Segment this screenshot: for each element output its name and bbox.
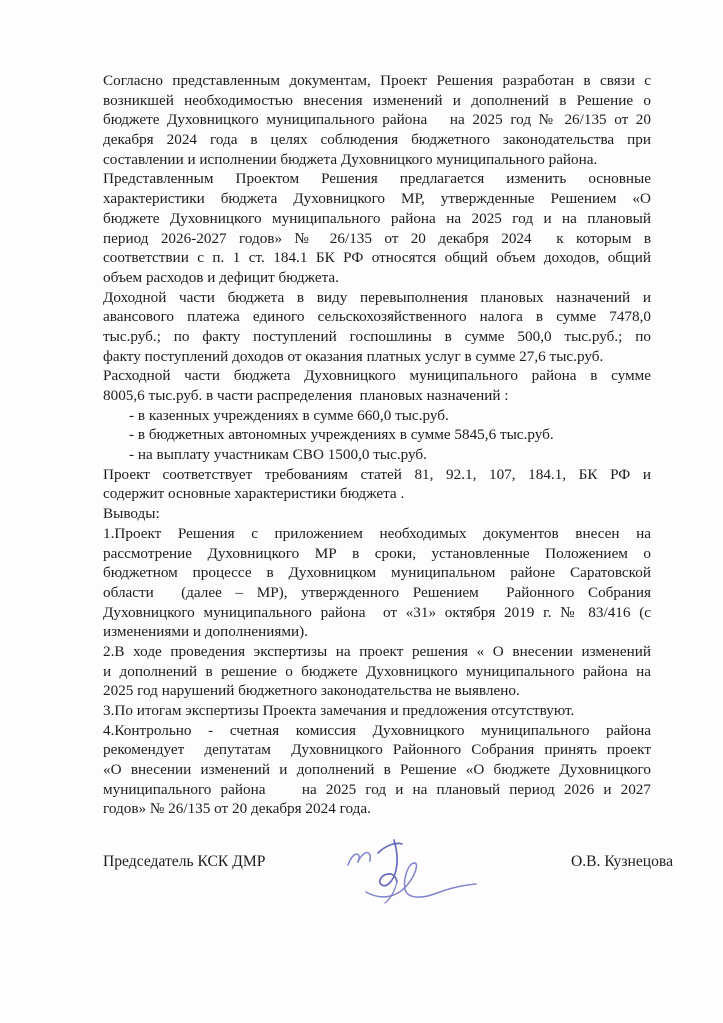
text-line: муниципального района на 2025 год и на плановый период 2026 и 2027	[103, 780, 651, 798]
text-line: - на выплату участникам СВО 1500,0 тыс.руб.	[129, 446, 427, 464]
text-line: 2025 год нарушений бюджетного законодательства не выявлено.	[103, 682, 520, 700]
text-line: факту поступлений доходов от оказания платных услуг в сумме 27,6 тыс.руб.	[103, 347, 604, 365]
text-line: Согласно представленным документам, Проект Решения разработан в связи с	[103, 72, 651, 89]
text-line: 2.В ходе проведения экспертизы на проект решения « О внесении изменений	[103, 642, 651, 660]
text-line: «О внесении изменений и дополнений в Решение «О бюджете Духовницкого	[103, 761, 651, 779]
text-line: авансового платежа единого сельскохозяйственного налога в сумме 7478,0	[103, 308, 651, 326]
text-line: рекомендует депутатам Духовницкого Районного Собрания принять проект	[103, 741, 651, 759]
text-line: тыс.руб.; по факту поступлений госпошлины в сумме 500,0 тыс.руб.; по	[103, 327, 651, 345]
text-line: бюджете Духовницкого муниципального района на 2025 год и на плановый	[103, 209, 651, 227]
text-line: соответствии с п. 1 ст. 184.1 БК РФ относятся общий объем доходов, общий	[103, 249, 651, 267]
text-line: 3.По итогам экспертизы Проекта замечания и предложения отсутствуют.	[103, 702, 575, 719]
text-line: Доходной части бюджета в виду перевыполнения плановых назначений и	[103, 288, 651, 306]
text-line: Представленным Проектом Решения предлагается изменить основные	[103, 170, 651, 188]
text-line: - в казенных учреждениях в сумме 660,0 тыс.руб.	[129, 406, 449, 424]
text-line: период 2026-2027 годов» № 26/135 от 20 декабря 2024 к которым в	[103, 229, 651, 247]
text-line: 1.Проект Решения с приложением необходимых документов внесен на	[103, 524, 651, 542]
signature-strokes	[348, 840, 476, 903]
document-body	[103, 71, 651, 819]
text-line: 8005,6 тыс.руб. в части распределения плановых назначений :	[103, 387, 509, 404]
signature-right-label: О.В. Кузнецова	[570, 853, 673, 870]
text-line: - в бюджетных автономных учреждениях в сумме 5845,6 тыс.руб.	[129, 426, 554, 444]
text-line: Духовницкого муниципального района от «31» октября 2019 г. № 83/416 (с	[103, 603, 651, 621]
text-line: годов» № 26/135 от 20 декабря 2024 года.	[103, 800, 371, 818]
text-line: возникшей необходимостью внесения изменений и дополнений в Решение о	[103, 91, 651, 109]
text-line: 4.Контрольно - счетная комиссия Духовницкого муниципального района	[103, 721, 651, 739]
text-line: Выводы:	[103, 505, 160, 523]
text-line: Расходной части бюджета Духовницкого муниципального района в сумме	[103, 367, 651, 385]
text-line: рассмотрение Духовницкого МР в сроки, установленные Положением о	[103, 544, 651, 562]
text-line: и дополнений в решение о бюджете Духовницкого муниципального района на	[103, 662, 651, 680]
handwritten-signature-icon	[340, 835, 480, 907]
text-line: составлении и исполнении бюджета Духовницкого муниципального района.	[103, 150, 598, 168]
text-line: содержит основные характеристики бюджета .	[103, 485, 405, 503]
text-line: характеристики бюджета Духовницкого МР, утвержденные Решением «О	[103, 190, 651, 208]
text-line: Проект соответствует требованиям статей 81, 92.1, 107, 184.1, БК РФ и	[103, 465, 651, 483]
text-line: бюджете Духовницкого муниципального района на 2025 год № 26/135 от 20	[103, 111, 651, 129]
signature-left-label: Председатель КСК ДМР	[103, 853, 266, 870]
text-line: изменениями и дополнениями).	[103, 623, 308, 641]
text-line: объем расходов и дефицит бюджета.	[103, 268, 339, 286]
text-line: области (далее – МР), утвержденного Решением Районного Собрания	[103, 583, 651, 601]
text-line: бюджетном процессе в Духовницком муниципальном районе Саратовской	[103, 564, 651, 582]
text-line: декабря 2024 года в целях соблюдения бюджетного законодательства при	[103, 131, 651, 149]
